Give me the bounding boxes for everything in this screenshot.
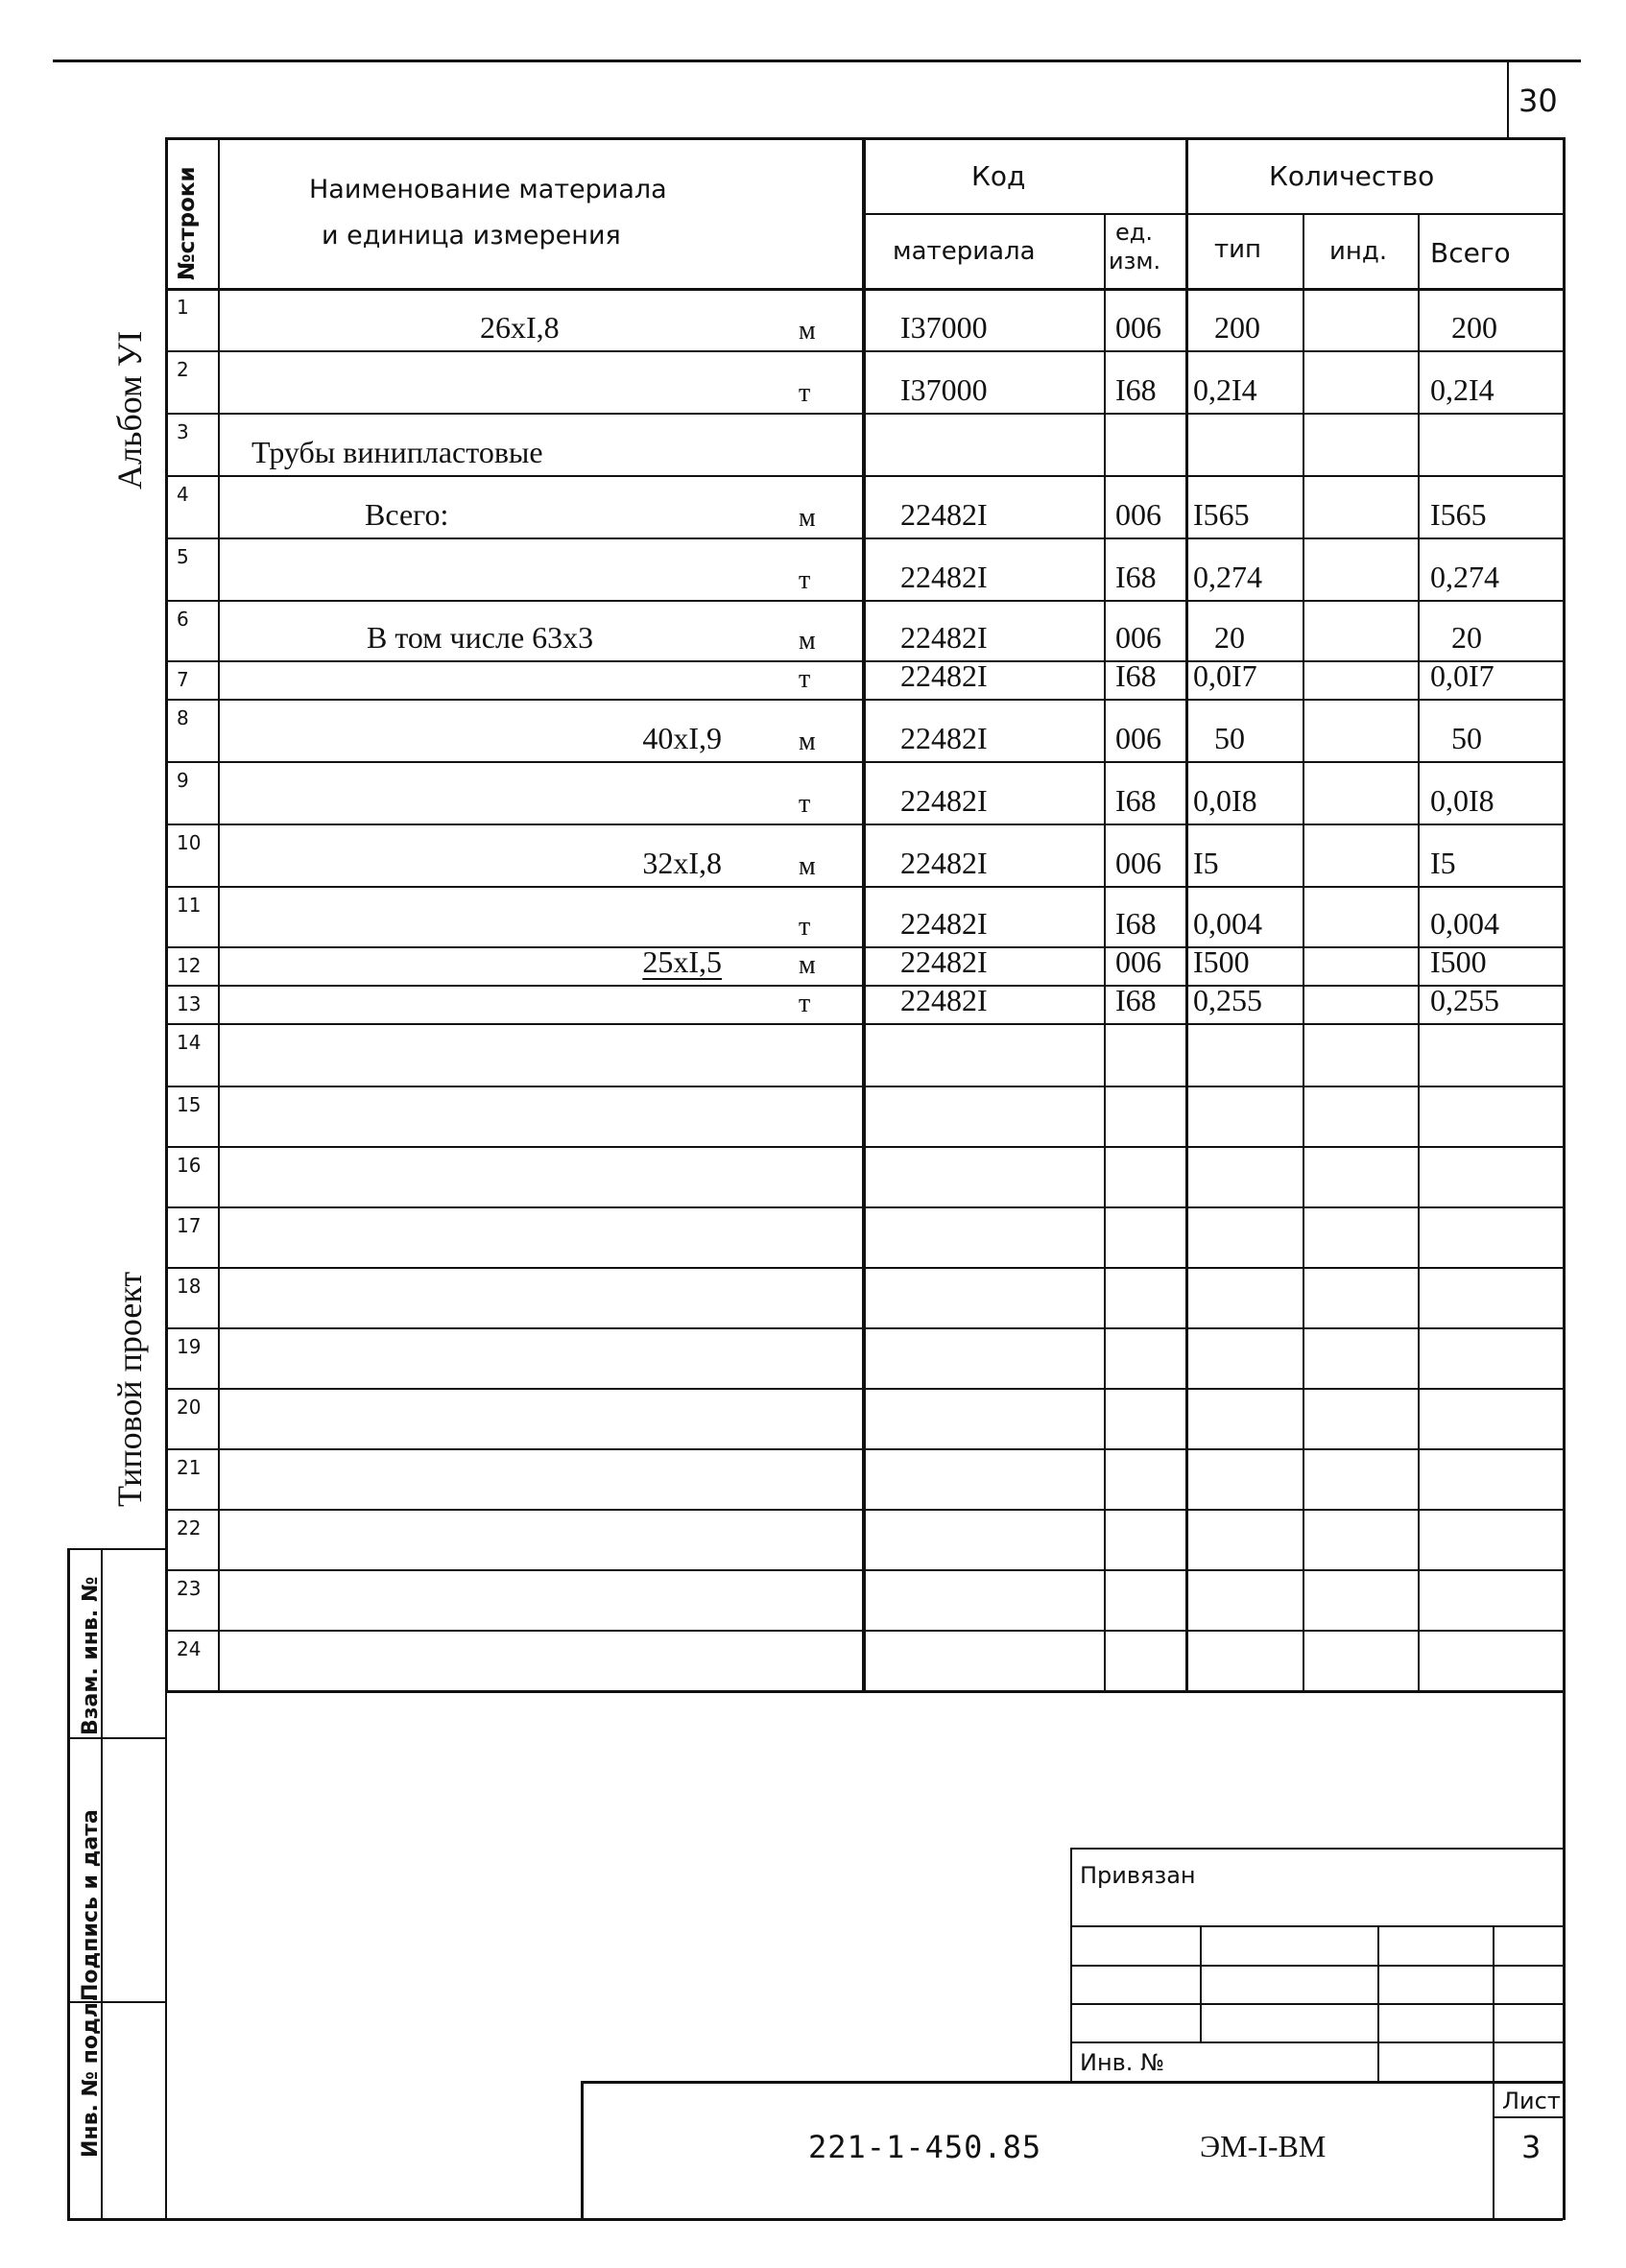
row-number: 9	[177, 769, 189, 792]
table-left-border	[165, 137, 168, 1690]
page-number: 30	[1518, 83, 1558, 119]
row-code: I37000	[900, 310, 988, 345]
row-unit: м	[799, 851, 816, 881]
tb-col-1	[1200, 1925, 1202, 2042]
row-total-qty: 200	[1451, 310, 1497, 345]
row-number: 8	[177, 706, 189, 729]
row-number: 5	[177, 545, 189, 568]
row-number: 12	[177, 954, 202, 977]
row-material-name: В том числе 63х3	[367, 620, 594, 655]
col-name-border	[218, 137, 220, 1690]
row-unit-code: 006	[1115, 944, 1161, 979]
header-material: материала	[893, 237, 1036, 266]
col-ed-border	[1104, 213, 1106, 1690]
row-unit-code: 006	[1115, 721, 1161, 755]
row-total-qty: 0,2I4	[1430, 372, 1494, 407]
row-code: 22482I	[900, 846, 988, 880]
row-total-qty: I565	[1430, 497, 1487, 532]
row-material-name: Всего:	[365, 497, 449, 532]
col-tip-border	[1185, 137, 1188, 1690]
row-type-qty: 0,255	[1193, 983, 1262, 1017]
row-unit-code: 006	[1115, 846, 1161, 880]
row-unit: м	[799, 950, 816, 980]
title-privyazan: Привязан	[1080, 1862, 1196, 1889]
row-number: 23	[177, 1577, 202, 1600]
row-code: I37000	[900, 372, 988, 407]
row-total-qty: I5	[1430, 846, 1456, 880]
row-type-qty: 0,004	[1193, 906, 1262, 941]
row-separator	[165, 1690, 1563, 1693]
row-unit: м	[799, 316, 816, 346]
row-number: 1	[177, 296, 189, 319]
row-unit-code: I68	[1115, 372, 1157, 407]
top-rule	[53, 60, 1581, 62]
header-ind: инд.	[1329, 237, 1388, 266]
side-album-caption: Альбом УI	[110, 330, 149, 489]
row-number: 4	[177, 483, 189, 506]
row-unit-code: I68	[1115, 658, 1157, 693]
side-project-caption: Типовой проект	[110, 1271, 149, 1507]
row-total-qty: I500	[1430, 944, 1487, 979]
row-type-qty: 0,274	[1193, 560, 1262, 594]
row-unit-code: 006	[1115, 310, 1161, 345]
row-total-qty: 20	[1451, 620, 1482, 655]
header-unit-izm: изм.	[1109, 248, 1161, 275]
row-type-qty: 20	[1214, 620, 1245, 655]
header-quantity: Количество	[1269, 160, 1435, 192]
row-type-qty: I565	[1193, 497, 1250, 532]
page-bottom-border	[67, 2218, 1563, 2221]
title-doc-code: ЭМ-I-ВМ	[1200, 2129, 1327, 2163]
header-row-number: №строки	[175, 166, 200, 280]
row-total-qty: 0,004	[1430, 906, 1499, 941]
row-number: 7	[177, 668, 189, 691]
row-code: 22482I	[900, 906, 988, 941]
tb-row-2	[1070, 1965, 1563, 1967]
row-number: 16	[177, 1154, 202, 1177]
row-unit-code: 006	[1115, 620, 1161, 655]
row-unit-code: I68	[1115, 983, 1157, 1017]
row-number: 10	[177, 831, 202, 854]
row-number: 15	[177, 1093, 202, 1116]
row-total-qty: 0,255	[1430, 983, 1499, 1017]
tb-row-4	[1070, 2041, 1563, 2043]
stamp-sep-1	[67, 1737, 165, 1739]
row-material-name: Трубы винипластовые	[251, 435, 543, 469]
row-type-qty: I5	[1193, 846, 1219, 880]
header-name-line2: и единица измерения	[322, 221, 621, 251]
row-type-qty: 0,2I4	[1193, 372, 1257, 407]
tb-list-sep	[1493, 2116, 1563, 2118]
row-number: 13	[177, 992, 202, 1015]
row-code: 22482I	[900, 721, 988, 755]
tb-row-3	[1070, 2003, 1563, 2005]
row-number: 14	[177, 1031, 202, 1054]
row-number: 21	[177, 1456, 202, 1479]
tb-row-1	[1070, 1925, 1563, 1927]
row-total-qty: 0,274	[1430, 560, 1499, 594]
row-unit: м	[799, 503, 816, 533]
stamp-outer-left	[67, 1548, 70, 2220]
row-number: 19	[177, 1335, 202, 1358]
row-unit: т	[799, 565, 811, 595]
header-code: Код	[971, 160, 1026, 192]
page-number-box-left	[1507, 61, 1509, 140]
row-code: 22482I	[900, 497, 988, 532]
row-number: 11	[177, 894, 202, 917]
tb-main-left	[581, 2081, 584, 2218]
row-type-qty: 0,0I8	[1193, 783, 1257, 818]
title-inv-no: Инв. №	[1080, 2049, 1165, 2076]
row-code: 22482I	[900, 560, 988, 594]
row-unit: т	[799, 378, 811, 408]
title-list-label: Лист	[1502, 2088, 1561, 2114]
row-unit: т	[799, 912, 811, 942]
row-type-qty: 0,0I7	[1193, 658, 1257, 693]
header-unit-ed: ед.	[1115, 219, 1153, 246]
row-number: 2	[177, 358, 189, 381]
row-number: 24	[177, 1637, 202, 1660]
row-total-qty: 0,0I7	[1430, 658, 1494, 693]
stamp-vzam-label: Взам. инв. №	[79, 1576, 103, 1735]
row-code: 22482I	[900, 620, 988, 655]
row-type-qty: 200	[1214, 310, 1260, 345]
row-material-name: 26хI,8	[480, 310, 560, 345]
row-unit-code: I68	[1115, 560, 1157, 594]
row-code: 22482I	[900, 983, 988, 1017]
header-name-line1: Наименование материала	[309, 175, 667, 204]
row-number: 22	[177, 1516, 202, 1540]
row-unit-code: I68	[1115, 906, 1157, 941]
row-number: 18	[177, 1275, 202, 1298]
tb-top	[1070, 1848, 1563, 1850]
header-mid-line	[862, 213, 1563, 215]
row-number: 3	[177, 420, 189, 443]
row-number: 17	[177, 1214, 202, 1237]
tb-main-top	[581, 2081, 1563, 2084]
col-vsego-border	[1418, 213, 1420, 1690]
col-code-border	[862, 137, 866, 1690]
row-unit: м	[799, 727, 816, 756]
stamp-podpis-label: Подпись и дата	[79, 1809, 103, 2001]
row-material-name: 32хI,8	[642, 846, 722, 880]
row-total-qty: 50	[1451, 721, 1482, 755]
row-material-name: 40хI,9	[642, 721, 722, 755]
header-total: Всего	[1430, 237, 1511, 269]
row-code: 22482I	[900, 944, 988, 979]
row-number: 6	[177, 608, 189, 631]
row-unit: т	[799, 664, 811, 694]
tb-col-3	[1493, 1925, 1494, 2218]
row-total-qty: 0,0I8	[1430, 783, 1494, 818]
stamp-top	[67, 1548, 165, 1550]
row-code: 22482I	[900, 658, 988, 693]
row-type-qty: I500	[1193, 944, 1250, 979]
row-code: 22482I	[900, 783, 988, 818]
row-unit-code: 006	[1115, 497, 1161, 532]
row-type-qty: 50	[1214, 721, 1245, 755]
title-doc-number: 221-1-450.85	[808, 2129, 1042, 2165]
stamp-right-line	[165, 1690, 167, 2220]
col-ind-border	[1303, 213, 1304, 1690]
row-number: 20	[177, 1396, 202, 1419]
row-material-name: 25хI,5	[642, 944, 722, 979]
row-unit-code: I68	[1115, 783, 1157, 818]
stamp-inv-podl-label: Инв. № подл.	[79, 1993, 103, 2158]
row-unit: т	[799, 989, 811, 1018]
frame-right-border	[1563, 1690, 1566, 2220]
tb-col-2	[1377, 1925, 1379, 2083]
title-list-value: 3	[1521, 2129, 1542, 2165]
row-unit: т	[799, 789, 811, 819]
header-type: тип	[1214, 235, 1262, 264]
row-unit: м	[799, 626, 816, 656]
table-right-border	[1563, 137, 1566, 1690]
